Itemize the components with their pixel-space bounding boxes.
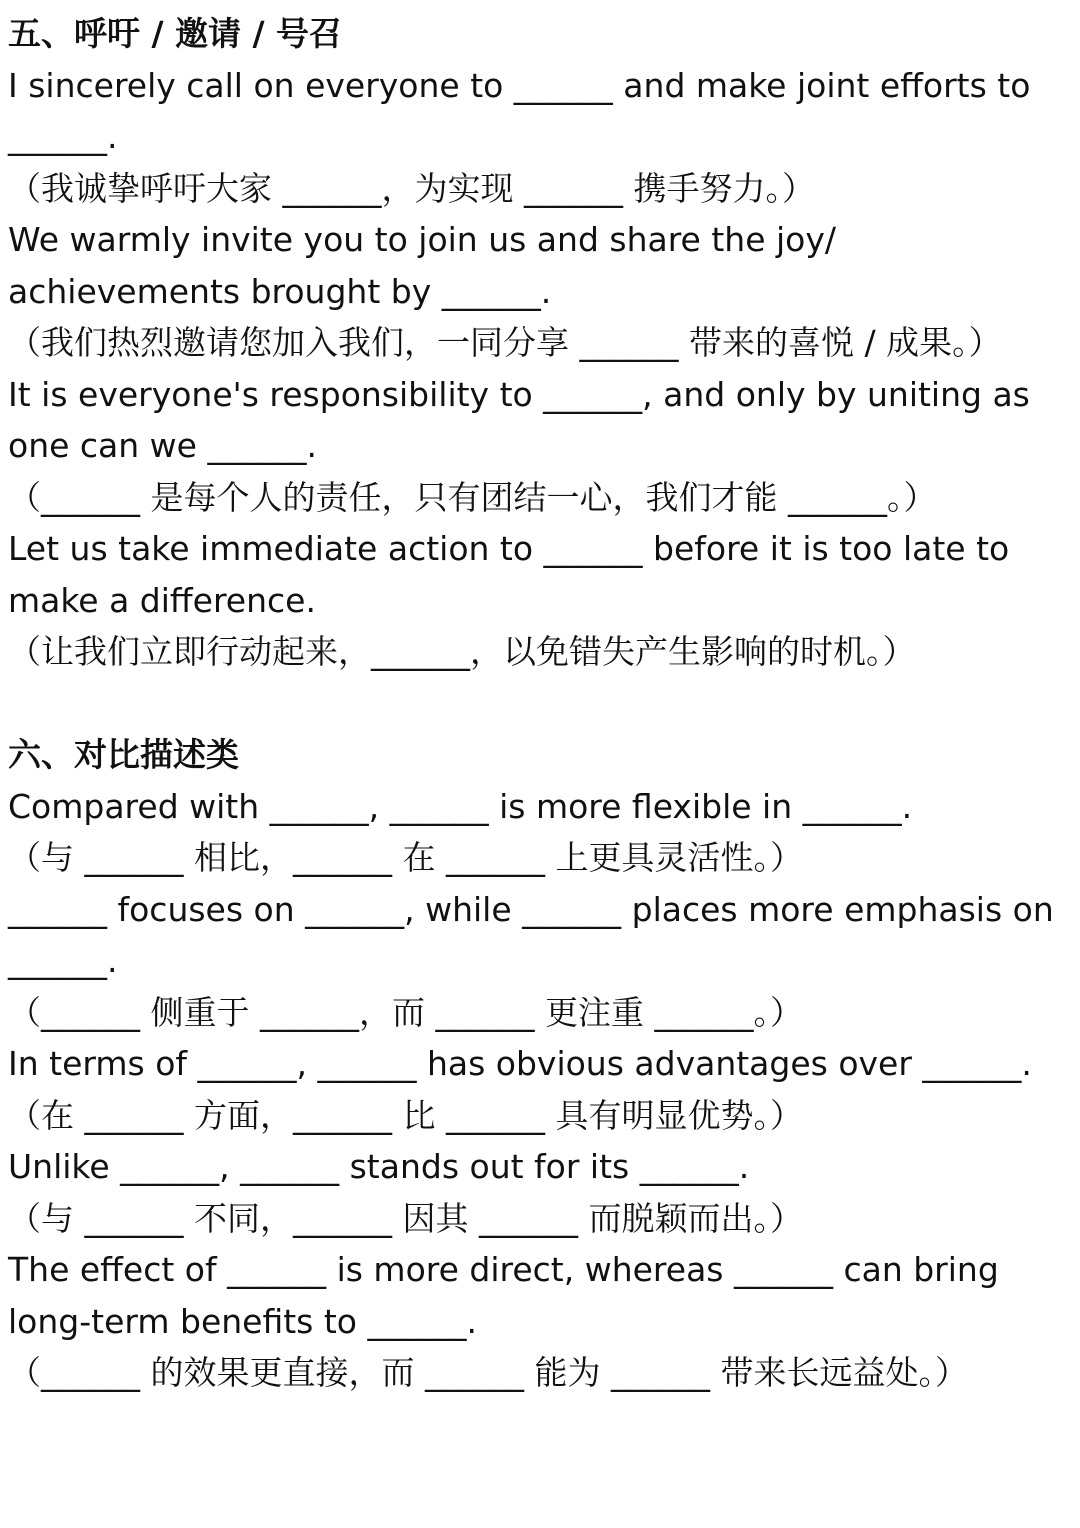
sentence-zh: （让我们立即行动起来，______，以免错失产生影响的时机。） [8,632,916,671]
sentence-en: We warmly invite you to join us and share the joy/ achievements brought by ______. [8,220,847,311]
document-page [8,8,1074,1399]
sentence-en: The effect of ______ is more direct, whereas ______ can bring long-term benefits to ______. [8,1250,1010,1341]
sentence-en: In terms of ______, ______ has obvious advantages over ______. [8,1044,1032,1083]
sentence-en: Unlike ______, ______ stands out for its ______. [8,1147,750,1186]
sentence-en: Let us take immediate action to ______ before it is too late to make a difference. [8,529,1020,620]
section-appeal [8,8,1074,678]
sentence-zh: （在 ______ 方面，______ 比 ______ 具有明显优势。） [8,1095,803,1135]
sentence-zh: （______ 的效果更直接，而 ______ 能为 ______ 带来长远益处。） [8,1353,968,1392]
sentence-en: It is everyone's responsibility to ______, and only by uniting as one can we ______. [8,374,1041,465]
sentence-zh: （与 ______ 相比，______ 在 ______ 上更具灵活性。） [8,838,803,877]
sentence-en: I sincerely call on everyone to ______ and make joint efforts to ______. [8,65,1041,156]
sentence-zh: （我们热烈邀请您加入我们，一同分享 ______ 带来的喜悦 / 成果。） [8,323,1002,362]
sentence-zh: （______ 是每个人的责任，只有团结一心，我们才能 ______。） [8,477,937,517]
sentence-zh: （与 ______ 不同，______ 因其 ______ 而脱颖而出。） [8,1198,803,1238]
sentence-zh: （我诚挚呼吁大家 ______，为实现 ______ 携手努力。） [8,168,815,208]
section-heading: 五、呼吁 / 邀请 / 号召 [8,14,343,53]
sentence-zh: （______ 侧重于 ______，而 ______ 更注重 ______。） [8,992,803,1032]
sentence-en: ______ focuses on ______, while ______ places more emphasis on ______. [8,889,1065,980]
section-spacer [8,678,1074,730]
section-heading: 六、对比描述类 [8,735,239,774]
sentence-en: Compared with ______, ______ is more flexible in ______. [8,786,913,826]
section-contrast [8,729,1074,1399]
